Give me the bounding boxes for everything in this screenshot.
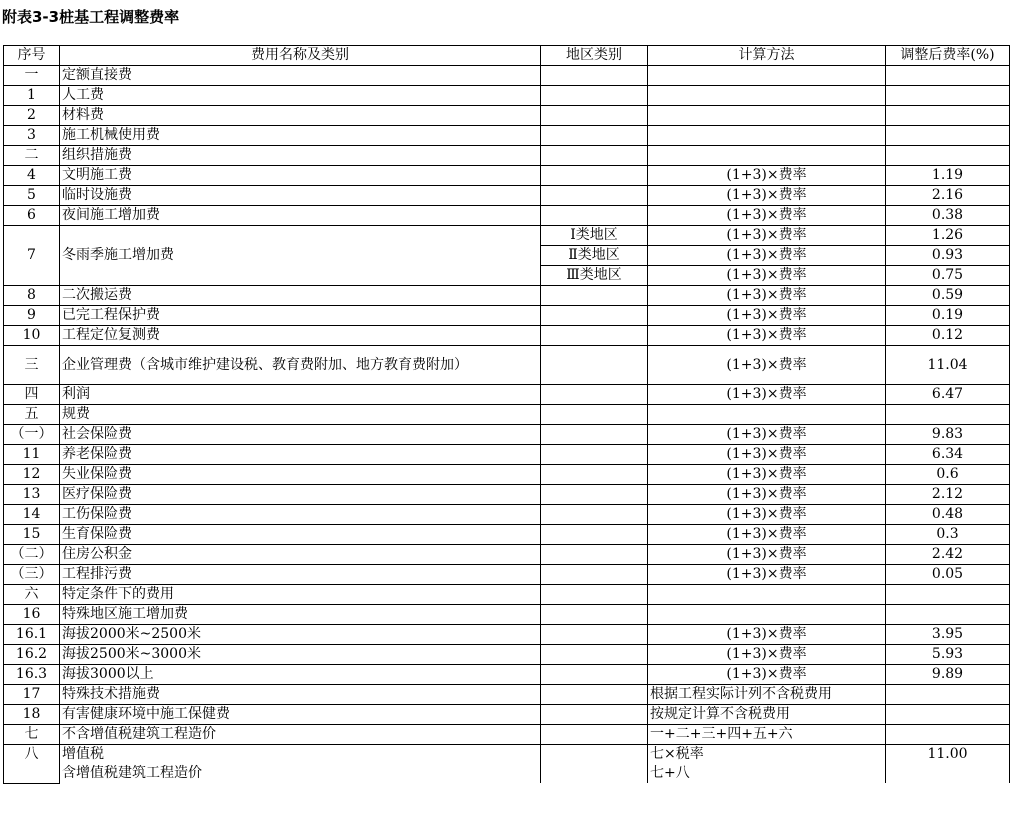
row-number: 二 [4,146,60,166]
row-method: (1+3)×费率 [648,465,886,485]
row-method [648,146,886,166]
table-row [4,166,1010,186]
row-name: 工程定位复测费 [60,326,541,346]
row-method: (1+3)×费率 [648,206,886,226]
row-number: 10 [4,326,60,346]
row-method [648,585,886,605]
header-region: 地区类别 [541,46,648,66]
row-rate [886,146,1010,166]
row-number: 9 [4,306,60,326]
row-name: 规费 [60,405,541,425]
row-rate: 3.95 [886,625,1010,645]
row-rate [886,725,1010,745]
table-row [4,665,1010,685]
row-rate [886,66,1010,86]
table-row [4,465,1010,485]
row-method: (1+3)×费率 [648,286,886,306]
row-name: 工伤保险费 [60,505,541,525]
row-name: 施工机械使用费 [60,126,541,146]
table-row [4,66,1010,86]
row-region: I类地区 [541,226,648,246]
row-name: 工程排污费 [60,565,541,585]
row-name: 社会保险费 [60,425,541,445]
row-number: 六 [4,585,60,605]
row-rate: 0.48 [886,505,1010,525]
row-region [541,764,648,783]
row-name: 含增值税建筑工程造价 [60,764,541,783]
row-number: 七 [4,725,60,745]
row-name: 材料费 [60,106,541,126]
row-number: 12 [4,465,60,485]
table-row [4,625,1010,645]
row-name: 生育保险费 [60,525,541,545]
table-row [4,725,1010,745]
table-row [4,685,1010,705]
row-rate: 11.00 [886,745,1010,765]
row-number: 18 [4,705,60,725]
row-name: 养老保险费 [60,445,541,465]
header-method: 计算方法 [648,46,886,66]
row-number: 一 [4,66,60,86]
header-no: 序号 [4,46,60,66]
row-number: （二） [4,545,60,565]
row-number: 16.3 [4,665,60,685]
row-number: 四 [4,385,60,405]
row-number: 2 [4,106,60,126]
row-method: 一+二+三+四+五+六 [648,725,886,745]
row-rate [886,106,1010,126]
row-rate [886,126,1010,146]
row-region [541,445,648,465]
table-title: 附表3-3桩基工程调整费率 [2,8,180,26]
row-number: 7 [4,226,60,286]
row-region [541,745,648,765]
row-rate [886,764,1010,783]
row-method: (1+3)×费率 [648,166,886,186]
row-rate [886,585,1010,605]
row-name: 夜间施工增加费 [60,206,541,226]
row-region [541,505,648,525]
row-region [541,465,648,485]
row-rate: 11.04 [886,346,1010,385]
row-number: 三 [4,346,60,385]
row-name: 特殊技术措施费 [60,685,541,705]
row-method [648,405,886,425]
table-row [4,106,1010,126]
row-method [648,605,886,625]
row-method: (1+3)×费率 [648,625,886,645]
row-name: 海拔2500米~3000米 [60,645,541,665]
table-row [4,226,1010,246]
fee-rate-table [3,45,1010,784]
row-name: 住房公积金 [60,545,541,565]
row-method: (1+3)×费率 [648,385,886,405]
row-rate [886,605,1010,625]
row-method: (1+3)×费率 [648,246,886,266]
table-row [4,445,1010,465]
row-method: (1+3)×费率 [648,346,886,385]
row-method [648,86,886,106]
row-region [541,705,648,725]
row-rate: 1.26 [886,226,1010,246]
row-region [541,166,648,186]
row-region [541,385,648,405]
table-row [4,405,1010,425]
row-number: 14 [4,505,60,525]
row-method [648,106,886,126]
table-row [4,146,1010,166]
row-method: (1+3)×费率 [648,186,886,206]
row-method: (1+3)×费率 [648,525,886,545]
row-method: (1+3)×费率 [648,665,886,685]
row-region [541,106,648,126]
table-row [4,425,1010,445]
table-row [4,326,1010,346]
row-number: 16.2 [4,645,60,665]
row-method: (1+3)×费率 [648,545,886,565]
row-region [541,405,648,425]
row-region [541,306,648,326]
row-region [541,585,648,605]
row-method: 按规定计算不含税费用 [648,705,886,725]
row-region [541,186,648,206]
table-row [4,385,1010,405]
row-region [541,665,648,685]
row-number: （三） [4,565,60,585]
row-number: 4 [4,166,60,186]
row-name: 特殊地区施工增加费 [60,605,541,625]
row-rate [886,405,1010,425]
row-rate: 0.75 [886,266,1010,286]
row-region: Ⅲ类地区 [541,266,648,286]
row-name: 海拔3000以上 [60,665,541,685]
row-method [648,66,886,86]
row-region [541,525,648,545]
row-name: 临时设施费 [60,186,541,206]
table-row [4,645,1010,665]
row-method: (1+3)×费率 [648,266,886,286]
table-row [4,346,1010,385]
table-row [4,585,1010,605]
row-method: (1+3)×费率 [648,485,886,505]
row-name: 文明施工费 [60,166,541,186]
row-number: 1 [4,86,60,106]
table-row [4,286,1010,306]
table-row [4,186,1010,206]
row-name: 定额直接费 [60,66,541,86]
row-rate: 0.05 [886,565,1010,585]
header-name: 费用名称及类别 [60,46,541,66]
row-method [648,126,886,146]
row-method: 根据工程实际计列不含税费用 [648,685,886,705]
header-row [4,46,1010,66]
row-rate: 0.19 [886,306,1010,326]
row-number: 17 [4,685,60,705]
row-method: (1+3)×费率 [648,565,886,585]
row-method: 七+八 [648,764,886,783]
row-region [541,725,648,745]
row-name: 失业保险费 [60,465,541,485]
row-region [541,86,648,106]
table-row [4,605,1010,625]
row-rate: 9.83 [886,425,1010,445]
header-rate: 调整后费率(%) [886,46,1010,66]
row-method: (1+3)×费率 [648,645,886,665]
table-row [4,485,1010,505]
row-region: Ⅱ类地区 [541,246,648,266]
row-rate: 0.6 [886,465,1010,485]
table-row [4,86,1010,106]
row-rate: 6.34 [886,445,1010,465]
row-name: 组织措施费 [60,146,541,166]
row-number: 6 [4,206,60,226]
row-rate: 5.93 [886,645,1010,665]
row-region [541,625,648,645]
row-number: 五 [4,405,60,425]
row-region [541,126,648,146]
row-name: 二次搬运费 [60,286,541,306]
row-name: 人工费 [60,86,541,106]
row-region [541,66,648,86]
row-region [541,485,648,505]
row-rate [886,685,1010,705]
table-row [4,206,1010,226]
row-region [541,545,648,565]
row-rate: 0.38 [886,206,1010,226]
row-region [541,605,648,625]
table-row [4,764,1010,783]
row-name: 已完工程保护费 [60,306,541,326]
row-number: 15 [4,525,60,545]
row-rate: 0.12 [886,326,1010,346]
row-rate [886,86,1010,106]
row-rate: 6.47 [886,385,1010,405]
row-number: 8 [4,286,60,306]
row-name: 冬雨季施工增加费 [60,226,541,286]
table-row [4,126,1010,146]
row-number: 3 [4,126,60,146]
table-row [4,545,1010,565]
row-number: 11 [4,445,60,465]
row-number: （一） [4,425,60,445]
row-number: 八 [4,745,60,784]
row-rate: 2.12 [886,485,1010,505]
row-region [541,565,648,585]
row-name: 海拔2000米~2500米 [60,625,541,645]
table-row [4,705,1010,725]
row-name: 特定条件下的费用 [60,585,541,605]
row-rate: 0.93 [886,246,1010,266]
row-name: 企业管理费（含城市维护建设税、教育费附加、地方教育费附加） [60,346,541,385]
row-number: 16.1 [4,625,60,645]
row-number: 5 [4,186,60,206]
row-region [541,346,648,385]
row-method: 七×税率 [648,745,886,765]
row-number: 13 [4,485,60,505]
row-name: 增值税 [60,745,541,765]
row-number: 16 [4,605,60,625]
row-rate: 2.42 [886,545,1010,565]
table-row [4,306,1010,326]
row-region [541,685,648,705]
row-method: (1+3)×费率 [648,326,886,346]
row-method: (1+3)×费率 [648,226,886,246]
row-region [541,286,648,306]
row-rate: 1.19 [886,166,1010,186]
row-name: 有害健康环境中施工保健费 [60,705,541,725]
row-region [541,326,648,346]
table-row [4,505,1010,525]
row-method: (1+3)×费率 [648,445,886,465]
table-row [4,745,1010,765]
row-rate: 0.3 [886,525,1010,545]
row-name: 不含增值税建筑工程造价 [60,725,541,745]
row-region [541,645,648,665]
row-region [541,206,648,226]
row-rate: 9.89 [886,665,1010,685]
row-method: (1+3)×费率 [648,505,886,525]
row-method: (1+3)×费率 [648,306,886,326]
row-name: 利润 [60,385,541,405]
row-rate [886,705,1010,725]
row-name: 医疗保险费 [60,485,541,505]
row-rate: 0.59 [886,286,1010,306]
row-region [541,146,648,166]
row-region [541,425,648,445]
row-method: (1+3)×费率 [648,425,886,445]
table-row [4,525,1010,545]
table-row [4,565,1010,585]
row-rate: 2.16 [886,186,1010,206]
